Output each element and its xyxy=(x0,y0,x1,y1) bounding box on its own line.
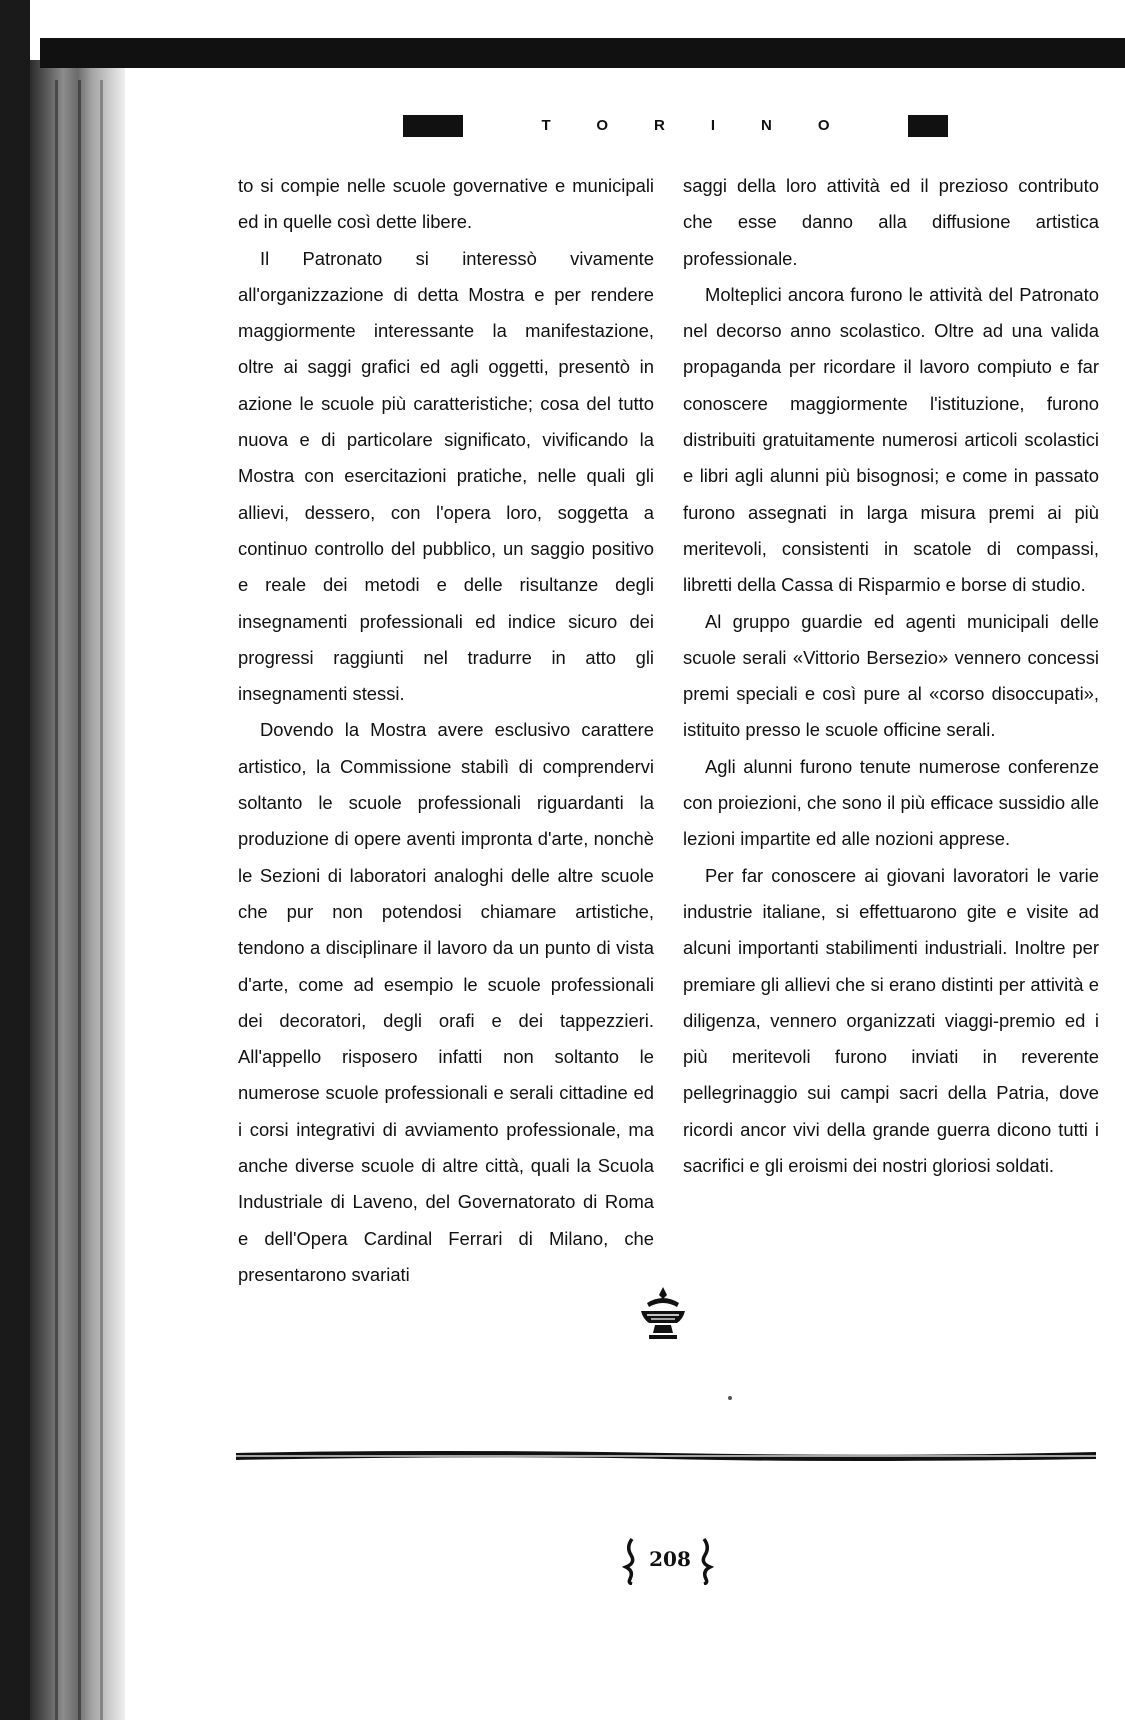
running-head-title: TORINO xyxy=(463,115,908,137)
text-column-right xyxy=(683,168,1099,1184)
page-number-bracket-right xyxy=(698,1537,714,1585)
scan-shadow-top xyxy=(40,38,1125,68)
paragraph: to si compie nelle scuole governative e municipali ed in quelle così dette libere. xyxy=(238,175,654,233)
basket-ornament-icon xyxy=(637,1285,689,1345)
paragraph: Il Patronato si interessò vivamente all'organizzazione di detta Mostra e per rendere maggiormente interessante la manifestazione, oltre ai saggi grafici ed agli oggetti, presentò in azione le scuole più caratteristiche; cosa del tutto nuova e di particolare significato, vivificando la Mostra con esercitazioni pratiche, nelle quali gli allievi, dessero, con l'opera loro, soggetta a continuo controllo del pubblico, un saggio positivo e reale dei metodi e delle risultanze degli insegnamenti professionali ed indice sicuro dei progressi raggiunti nel tradurre in atto gli insegnamenti stessi. xyxy=(238,247,654,705)
paragraph: Molteplici ancora furono le attività del Patronato nel decorso anno scolastico. Oltre ad una valida propaganda per ricordare il lavoro compiuto e far conoscere maggiormente l'istituzione, furono distribuiti gratuitamente numerosi articoli scolastici e libri agli alunni più bisognosi; e come in passato furono assegnati in larga misura premi ai più meritevoli, consistenti in scatole di compassi, libretti della Cassa di Risparmio e borse di studio. xyxy=(683,283,1099,596)
paragraph: Per far conoscere ai giovani lavoratori le varie industrie italiane, si effettuarono gite e visite ad alcuni importanti stabilimenti industriali. Inoltre per premiare gli allievi che si erano distinti per attività e diligenza, vennero organizzati viaggi-premio ed i più meritevoli furono inviati in reverente pellegrinaggio sui campi sacri della Patria, dove ricordi ancor vivi della grande guerra dicono tutti i sacrifici e gli eroismi dei nostri gloriosi soldati. xyxy=(683,864,1099,1177)
text-column-left xyxy=(238,168,654,1293)
running-head-ornament-left xyxy=(403,115,463,137)
running-head xyxy=(403,115,948,137)
scan-shadow-left xyxy=(0,0,30,1720)
bottom-rule xyxy=(236,1447,1096,1465)
binding-stripe xyxy=(100,80,103,1720)
page-number-bracket-left xyxy=(622,1537,638,1585)
page-number-block xyxy=(618,1537,728,1587)
paragraph: saggi della loro attività ed il prezioso contributo che esse danno alla diffusione artistica professionale. xyxy=(683,175,1099,269)
binding-stripe xyxy=(78,80,81,1720)
running-head-ornament-right xyxy=(908,115,948,137)
binding-stripe xyxy=(55,80,58,1720)
paragraph: Al gruppo guardie ed agenti municipali delle scuole serali «Vittorio Bersezio» vennero concessi premi speciali e così pure al «corso disoccupati», istituito presso le scuole officine serali. xyxy=(683,610,1099,741)
page-number: 208 xyxy=(649,1547,691,1571)
paragraph: Agli alunni furono tenute numerose conferenze con proiezioni, che sono il più efficace sussidio alle lezioni impartite ed alle nozioni apprese. xyxy=(683,755,1099,850)
paragraph: Dovendo la Mostra avere esclusivo carattere artistico, la Commissione stabilì di comprendervi soltanto le scuole professionali riguardanti la produzione di opere aventi impronta d'arte, nonchè le Sezioni di laboratori analoghi delle altre scuole che pur non potendosi chiamare artistiche, tendono a disciplinare il lavoro da un punto di vista d'arte, come ad esempio le scuole professionali dei decoratori, degli orafi e dei tappezzieri. All'appello risposero infatti non soltanto le numerose scuole professionali e serali cittadine ed i corsi integrativi di avviamento professionale, ma anche diverse scuole di altre città, quali la Scuola Industriale di Laveno, del Governatorato di Roma e dell'Opera Cardinal Ferrari di Milano, che presentarono svariati xyxy=(238,719,654,1285)
print-speck xyxy=(728,1396,732,1400)
